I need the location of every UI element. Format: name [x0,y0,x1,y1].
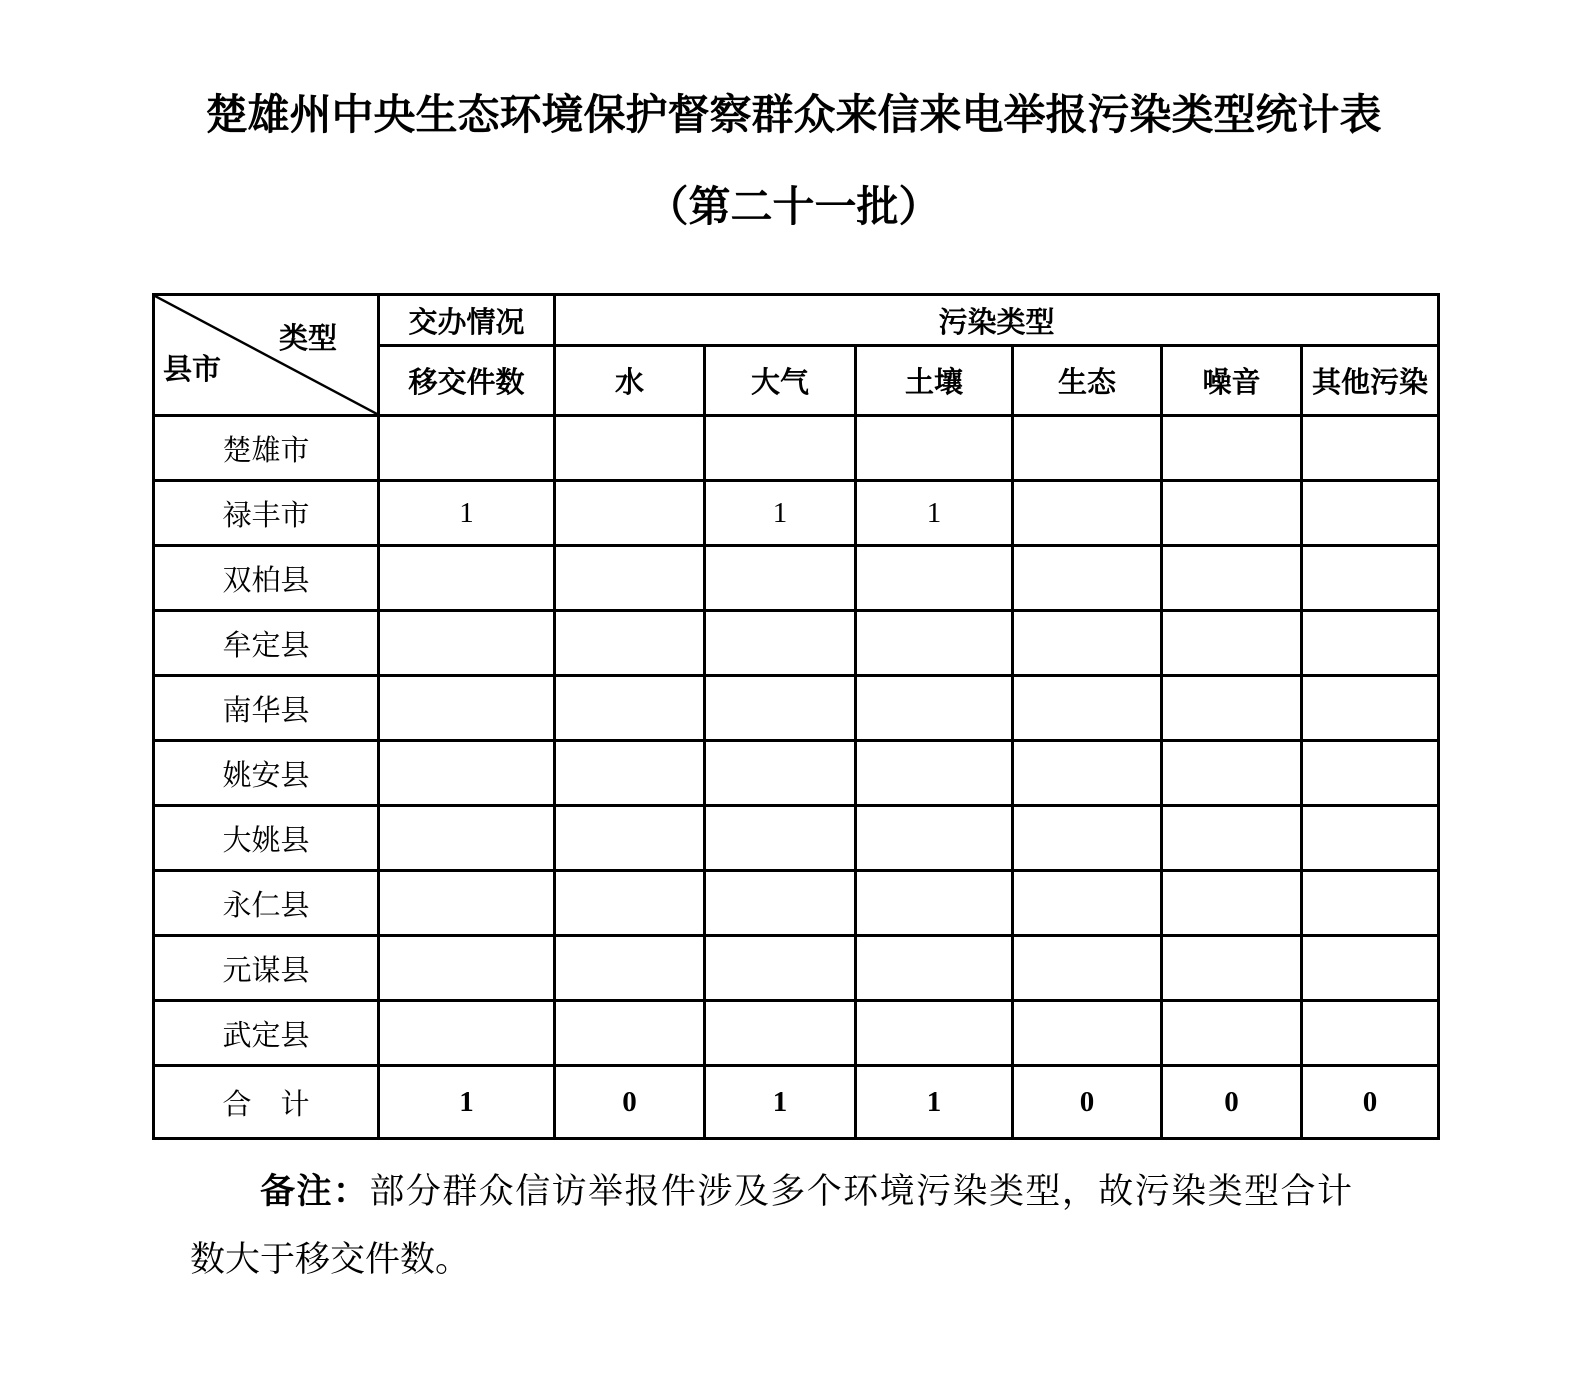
data-cell [1162,481,1302,546]
data-cell [1162,806,1302,871]
total-cell: 1 [856,1066,1013,1139]
table-row [154,936,1439,1001]
total-cell: 0 [1013,1066,1162,1139]
data-cell [555,936,705,1001]
data-cell [1302,1001,1439,1066]
row-label: 禄丰市 [154,481,379,546]
total-cell: 0 [1302,1066,1439,1139]
data-cell: 1 [856,481,1013,546]
data-cell [705,676,856,741]
data-cell [1162,741,1302,806]
col-header-other: 其他污染 [1302,346,1439,416]
data-cell [856,871,1013,936]
data-cell [555,871,705,936]
total-row-label: 合 计 [154,1066,379,1139]
data-cell [1302,676,1439,741]
data-cell [705,546,856,611]
data-cell: 1 [705,481,856,546]
table-row [154,546,1439,611]
data-cell [705,871,856,936]
data-cell [856,936,1013,1001]
table-row [154,611,1439,676]
row-label: 楚雄市 [154,416,379,481]
data-cell [1013,741,1162,806]
table-row [154,416,1439,481]
data-cell [705,936,856,1001]
data-cell [1013,611,1162,676]
corner-label-type: 类型 [278,323,337,355]
data-cell [856,676,1013,741]
group-header-pollution: 污染类型 [555,295,1439,346]
data-cell [1302,936,1439,1001]
page-title: 楚雄州中央生态环境保护督察群众来信来电举报污染类型统计表 [205,93,1382,139]
data-cell [1302,481,1439,546]
data-cell [1162,871,1302,936]
total-cell: 0 [1162,1066,1302,1139]
col-header-noise: 噪音 [1162,346,1302,416]
data-cell [1013,416,1162,481]
data-cell [555,546,705,611]
data-cell [1013,1001,1162,1066]
col-header-air: 大气 [705,346,856,416]
data-cell [555,1001,705,1066]
data-cell [555,741,705,806]
row-label: 永仁县 [154,871,379,936]
data-cell [856,611,1013,676]
data-cell [1162,611,1302,676]
data-cell [1013,806,1162,871]
total-row [154,1066,1439,1139]
note-line-1 [190,1158,1352,1226]
data-cell [856,546,1013,611]
data-cell [856,806,1013,871]
data-cell [1162,676,1302,741]
data-cell [379,741,555,806]
data-cell [555,416,705,481]
data-cell [1302,546,1439,611]
data-cell [1162,936,1302,1001]
data-cell [1162,1001,1302,1066]
data-cell [856,1001,1013,1066]
data-cell [1302,741,1439,806]
data-cell [1013,481,1162,546]
data-cell [379,416,555,481]
note [190,1158,1352,1294]
data-cell: 1 [379,481,555,546]
page-subtitle: （第二十一批） [646,185,941,231]
row-label: 武定县 [154,1001,379,1066]
data-cell [555,676,705,741]
data-cell [1013,676,1162,741]
data-cell [705,416,856,481]
col-header-ecology: 生态 [1013,346,1162,416]
data-cell [856,741,1013,806]
data-cell [1302,416,1439,481]
data-cell [1302,611,1439,676]
data-cell [1302,806,1439,871]
data-cell [705,611,856,676]
table-row [154,676,1439,741]
row-label: 姚安县 [154,741,379,806]
total-cell: 1 [379,1066,555,1139]
note-text-line2: 数大于移交件数。 [190,1240,471,1279]
data-cell [705,1001,856,1066]
data-cell [1162,416,1302,481]
statistics-table [152,293,1440,1140]
row-label: 元谋县 [154,936,379,1001]
data-cell [379,611,555,676]
table-row [154,1001,1439,1066]
data-cell [1302,871,1439,936]
data-cell [379,806,555,871]
col-header-soil: 土壤 [856,346,1013,416]
row-label: 牟定县 [154,611,379,676]
row-label: 大姚县 [154,806,379,871]
corner-cell [154,295,379,416]
data-cell [555,481,705,546]
table-row [154,741,1439,806]
col-header-water: 水 [555,346,705,416]
data-cell [705,806,856,871]
data-cell [1013,546,1162,611]
row-label: 南华县 [154,676,379,741]
data-cell [1162,546,1302,611]
note-label: 备注： [260,1172,370,1211]
row-label: 双柏县 [154,546,379,611]
data-cell [379,936,555,1001]
total-cell: 0 [555,1066,705,1139]
table-row [154,871,1439,936]
data-cell [379,546,555,611]
corner-label-county: 县市 [163,354,222,386]
table-row [154,806,1439,871]
group-header-transfer: 交办情况 [379,295,555,346]
data-cell [555,611,705,676]
header-row-groups [154,295,1439,346]
data-cell [555,806,705,871]
data-cell [379,871,555,936]
data-cell [856,416,1013,481]
data-cell [705,741,856,806]
note-text-line1: 部分群众信访举报件涉及多个环境污染类型，故污染类型合计 [369,1172,1352,1211]
table-row [154,481,1439,546]
data-cell [1013,936,1162,1001]
total-cell: 1 [705,1066,856,1139]
col-header-transferred-count: 移交件数 [379,346,555,416]
data-cell [379,1001,555,1066]
data-cell [379,676,555,741]
data-cell [1013,871,1162,936]
